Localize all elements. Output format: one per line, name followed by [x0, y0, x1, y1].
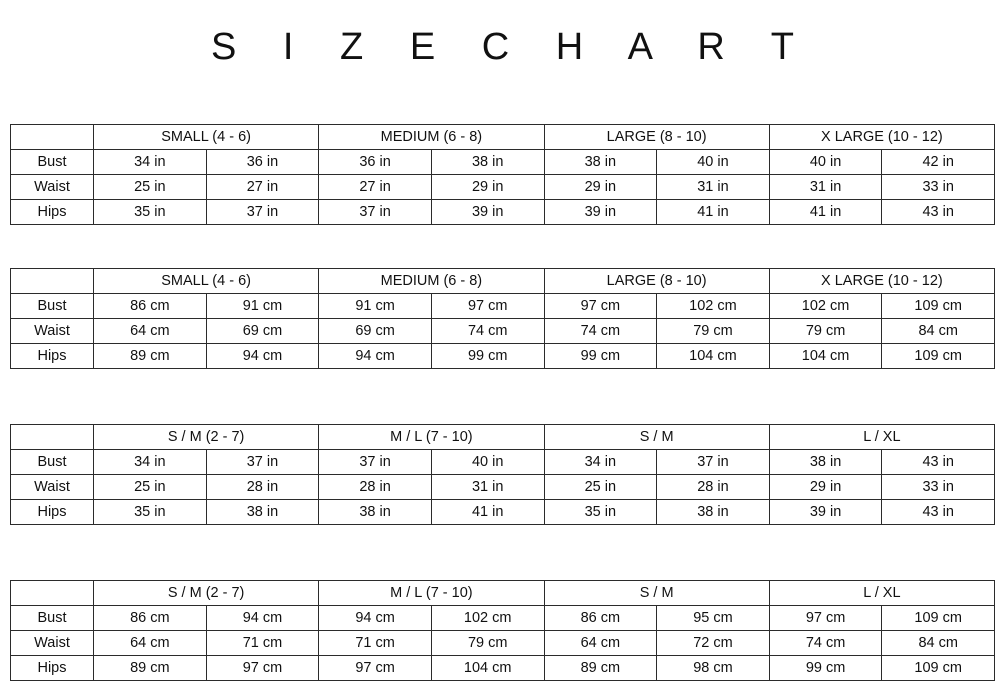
header-xlarge: X LARGE (10 - 12)	[769, 125, 994, 150]
row-label-waist: Waist	[11, 475, 94, 500]
header-large: LARGE (8 - 10)	[544, 125, 769, 150]
table-row	[11, 150, 995, 175]
cell-value: 64 cm	[544, 631, 657, 656]
header-small: SMALL (4 - 6)	[94, 125, 319, 150]
cell-value: 40 in	[769, 150, 882, 175]
cell-value: 94 cm	[319, 344, 432, 369]
table-header-row	[11, 425, 995, 450]
cell-value: 38 in	[319, 500, 432, 525]
cell-value: 38 in	[769, 450, 882, 475]
cell-value: 72 cm	[657, 631, 770, 656]
cell-value: 102 cm	[431, 606, 544, 631]
row-label-bust: Bust	[11, 606, 94, 631]
header-lxl: L / XL	[769, 581, 994, 606]
cell-value: 109 cm	[882, 294, 995, 319]
cell-value: 36 in	[319, 150, 432, 175]
cell-value: 37 in	[206, 450, 319, 475]
cell-value: 37 in	[319, 200, 432, 225]
row-label-hips: Hips	[11, 656, 94, 681]
header-xlarge: X LARGE (10 - 12)	[769, 269, 994, 294]
cell-value: 84 cm	[882, 631, 995, 656]
cell-value: 31 in	[769, 175, 882, 200]
row-label-bust: Bust	[11, 450, 94, 475]
cell-value: 31 in	[657, 175, 770, 200]
cell-value: 79 cm	[769, 319, 882, 344]
cell-value: 97 cm	[319, 656, 432, 681]
cell-value: 74 cm	[769, 631, 882, 656]
cell-value: 109 cm	[882, 606, 995, 631]
cell-value: 29 in	[769, 475, 882, 500]
cell-value: 40 in	[657, 150, 770, 175]
cell-value: 25 in	[544, 475, 657, 500]
cell-value: 74 cm	[544, 319, 657, 344]
cell-value: 41 in	[769, 200, 882, 225]
header-medium: MEDIUM (6 - 8)	[319, 269, 544, 294]
cell-value: 35 in	[544, 500, 657, 525]
cell-value: 95 cm	[657, 606, 770, 631]
cell-value: 84 cm	[882, 319, 995, 344]
cell-value: 41 in	[657, 200, 770, 225]
table-inches-standard	[10, 124, 995, 225]
table-row	[11, 631, 995, 656]
cell-value: 104 cm	[657, 344, 770, 369]
cell-value: 94 cm	[319, 606, 432, 631]
cell-value: 94 cm	[206, 344, 319, 369]
cell-value: 69 cm	[206, 319, 319, 344]
cell-value: 40 in	[431, 450, 544, 475]
table-row	[11, 656, 995, 681]
cell-value: 37 in	[657, 450, 770, 475]
table-row	[11, 475, 995, 500]
table-row	[11, 450, 995, 475]
cell-value: 28 in	[206, 475, 319, 500]
table-row	[11, 319, 995, 344]
header-ml: M / L (7 - 10)	[319, 581, 544, 606]
cell-value: 98 cm	[657, 656, 770, 681]
row-label-waist: Waist	[11, 319, 94, 344]
spacer	[10, 369, 995, 424]
row-label-hips: Hips	[11, 500, 94, 525]
header-sm-alt: S / M	[544, 425, 769, 450]
cell-value: 41 in	[431, 500, 544, 525]
cell-value: 97 cm	[206, 656, 319, 681]
row-label-hips: Hips	[11, 344, 94, 369]
cell-value: 33 in	[882, 475, 995, 500]
cell-value: 43 in	[882, 500, 995, 525]
cell-value: 71 cm	[319, 631, 432, 656]
cell-value: 27 in	[206, 175, 319, 200]
cell-value: 29 in	[544, 175, 657, 200]
cell-value: 69 cm	[319, 319, 432, 344]
spacer-top	[10, 69, 995, 124]
cell-value: 71 cm	[206, 631, 319, 656]
cell-value: 28 in	[319, 475, 432, 500]
row-label-waist: Waist	[11, 175, 94, 200]
cell-value: 97 cm	[431, 294, 544, 319]
table-header-row	[11, 581, 995, 606]
cell-value: 39 in	[544, 200, 657, 225]
row-label-bust: Bust	[11, 150, 94, 175]
cell-value: 79 cm	[431, 631, 544, 656]
table-row	[11, 344, 995, 369]
cell-value: 38 in	[657, 500, 770, 525]
cell-value: 35 in	[94, 500, 207, 525]
cell-value: 37 in	[206, 200, 319, 225]
cell-value: 94 cm	[206, 606, 319, 631]
cell-value: 34 in	[544, 450, 657, 475]
cell-value: 34 in	[94, 150, 207, 175]
cell-value: 34 in	[94, 450, 207, 475]
header-medium: MEDIUM (6 - 8)	[319, 125, 544, 150]
header-sm: S / M (2 - 7)	[94, 581, 319, 606]
cell-value: 109 cm	[882, 344, 995, 369]
cell-value: 39 in	[431, 200, 544, 225]
table-cm-combined	[10, 580, 995, 681]
cell-value: 102 cm	[769, 294, 882, 319]
cell-value: 64 cm	[94, 631, 207, 656]
cell-value: 42 in	[882, 150, 995, 175]
cell-value: 99 cm	[431, 344, 544, 369]
cell-value: 33 in	[882, 175, 995, 200]
table-row	[11, 294, 995, 319]
cell-value: 89 cm	[544, 656, 657, 681]
cell-value: 25 in	[94, 175, 207, 200]
cell-value: 39 in	[769, 500, 882, 525]
table-header-row	[11, 125, 995, 150]
cell-value: 99 cm	[544, 344, 657, 369]
cell-value: 89 cm	[94, 656, 207, 681]
cell-value: 35 in	[94, 200, 207, 225]
size-chart-tables	[0, 69, 1005, 681]
table-row	[11, 500, 995, 525]
header-sm: S / M (2 - 7)	[94, 425, 319, 450]
table-row	[11, 200, 995, 225]
table-cm-standard	[10, 268, 995, 369]
row-label-waist: Waist	[11, 631, 94, 656]
cell-value: 43 in	[882, 200, 995, 225]
cell-value: 36 in	[206, 150, 319, 175]
cell-value: 104 cm	[769, 344, 882, 369]
table-header-row	[11, 269, 995, 294]
cell-value: 97 cm	[544, 294, 657, 319]
spacer	[10, 225, 995, 268]
corner-blank-cell	[11, 125, 94, 150]
cell-value: 64 cm	[94, 319, 207, 344]
cell-value: 86 cm	[94, 606, 207, 631]
cell-value: 79 cm	[657, 319, 770, 344]
row-label-hips: Hips	[11, 200, 94, 225]
corner-blank-cell	[11, 581, 94, 606]
header-lxl: L / XL	[769, 425, 994, 450]
cell-value: 43 in	[882, 450, 995, 475]
header-sm-alt: S / M	[544, 581, 769, 606]
cell-value: 38 in	[431, 150, 544, 175]
cell-value: 27 in	[319, 175, 432, 200]
corner-blank-cell	[11, 425, 94, 450]
row-label-bust: Bust	[11, 294, 94, 319]
corner-blank-cell	[11, 269, 94, 294]
cell-value: 109 cm	[882, 656, 995, 681]
header-ml: M / L (7 - 10)	[319, 425, 544, 450]
cell-value: 91 cm	[206, 294, 319, 319]
cell-value: 86 cm	[544, 606, 657, 631]
cell-value: 29 in	[431, 175, 544, 200]
cell-value: 86 cm	[94, 294, 207, 319]
table-row	[11, 175, 995, 200]
cell-value: 74 cm	[431, 319, 544, 344]
table-inches-combined	[10, 424, 995, 525]
cell-value: 104 cm	[431, 656, 544, 681]
cell-value: 99 cm	[769, 656, 882, 681]
cell-value: 89 cm	[94, 344, 207, 369]
header-small: SMALL (4 - 6)	[94, 269, 319, 294]
cell-value: 38 in	[206, 500, 319, 525]
header-large: LARGE (8 - 10)	[544, 269, 769, 294]
cell-value: 37 in	[319, 450, 432, 475]
cell-value: 38 in	[544, 150, 657, 175]
cell-value: 31 in	[431, 475, 544, 500]
cell-value: 97 cm	[769, 606, 882, 631]
table-row	[11, 606, 995, 631]
spacer	[10, 525, 995, 580]
cell-value: 102 cm	[657, 294, 770, 319]
cell-value: 25 in	[94, 475, 207, 500]
cell-value: 91 cm	[319, 294, 432, 319]
page-title: S I Z E C H A R T	[211, 26, 812, 68]
cell-value: 28 in	[657, 475, 770, 500]
